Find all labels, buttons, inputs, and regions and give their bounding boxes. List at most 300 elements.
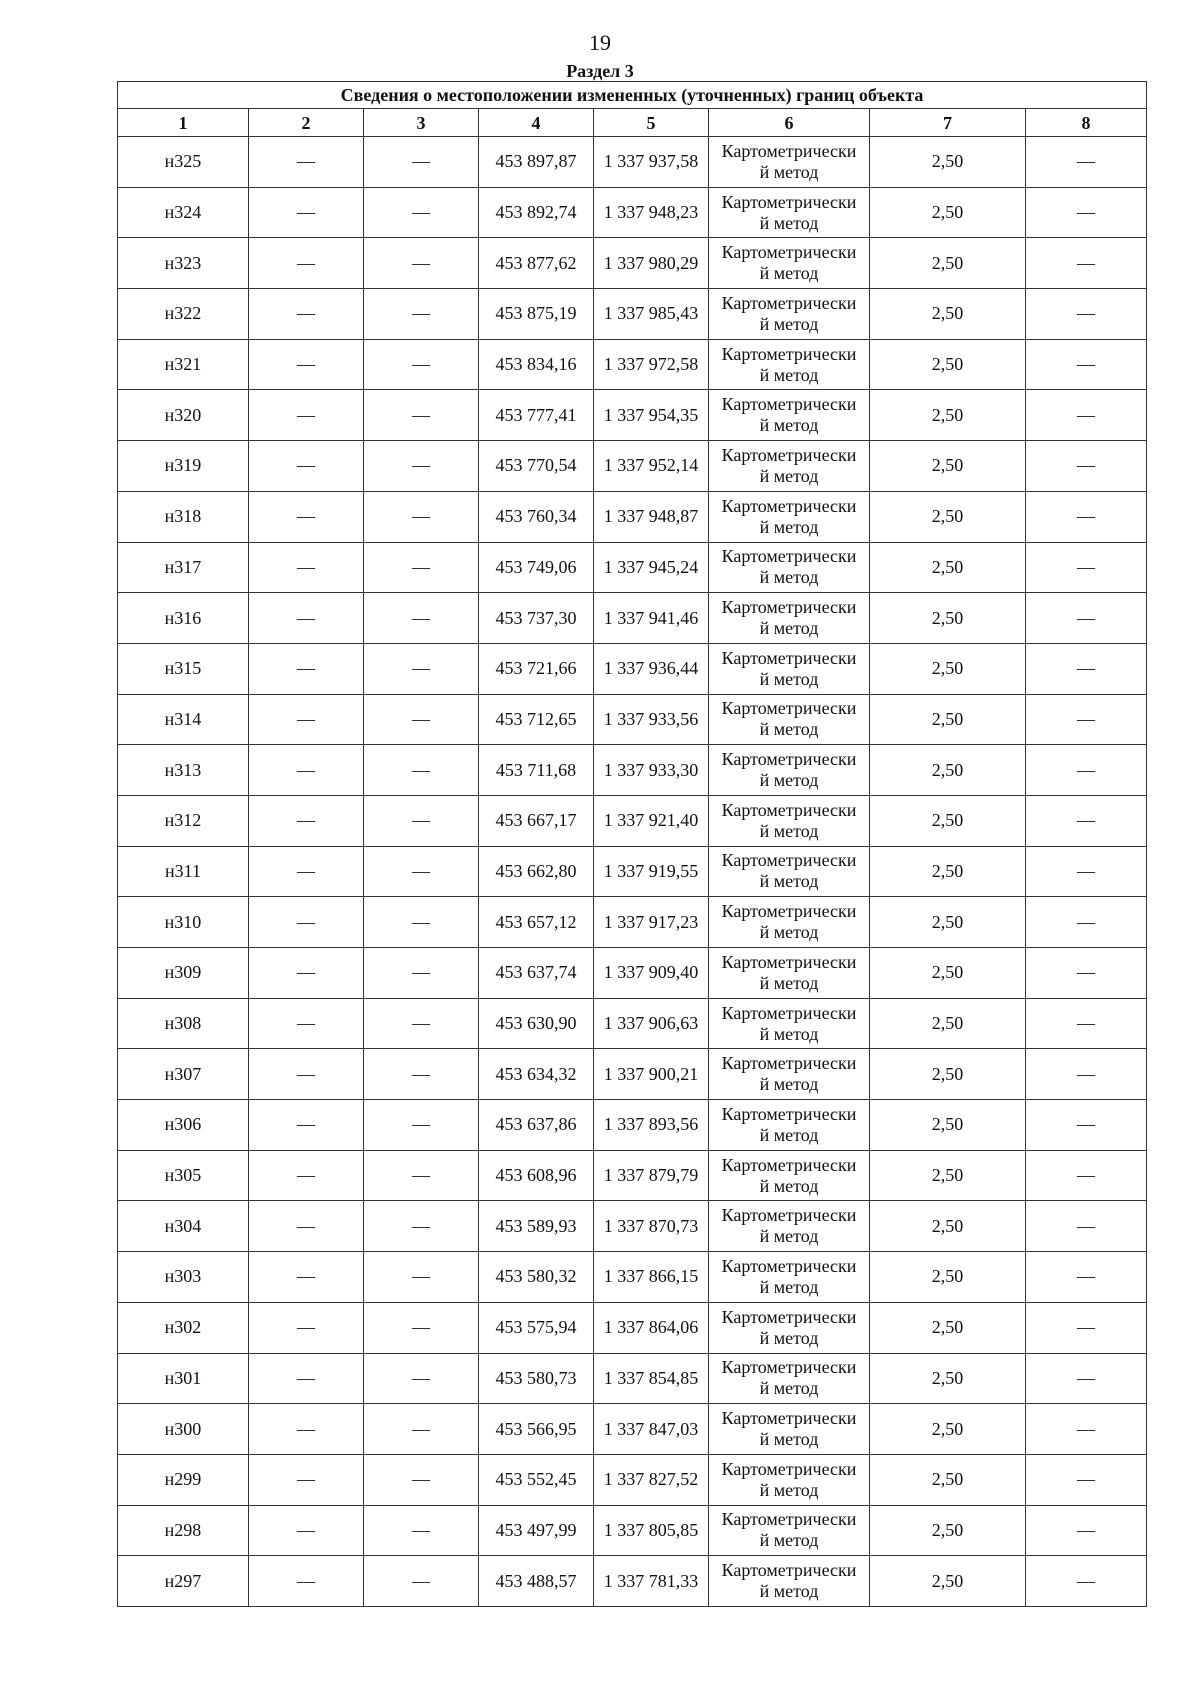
method-line-2: й метод — [759, 871, 819, 892]
empty-value-cell: — — [1026, 1100, 1147, 1151]
column-number: 5 — [594, 109, 709, 137]
method-line-1: Картометрически — [721, 1103, 857, 1124]
coordinates-table — [117, 81, 1147, 1607]
empty-value-cell: — — [1026, 1252, 1147, 1303]
empty-value-cell: — — [249, 1201, 364, 1252]
empty-value-cell: — — [249, 846, 364, 897]
table-row — [118, 694, 1147, 745]
accuracy-cell: 2,50 — [870, 339, 1026, 390]
method-cell — [709, 1201, 870, 1252]
method-cell — [709, 1505, 870, 1556]
y-coordinate-cell: 1 337 945,24 — [594, 542, 709, 593]
empty-value-cell: — — [364, 1505, 479, 1556]
empty-value-cell: — — [249, 998, 364, 1049]
method-line-1: Картометрически — [721, 1509, 857, 1530]
empty-value-cell: — — [249, 948, 364, 999]
empty-value-cell: — — [364, 1201, 479, 1252]
point-name-cell: н315 — [118, 643, 249, 694]
table-row — [118, 846, 1147, 897]
table-row — [118, 1252, 1147, 1303]
empty-value-cell: — — [249, 897, 364, 948]
method-cell — [709, 846, 870, 897]
accuracy-cell: 2,50 — [870, 1505, 1026, 1556]
empty-value-cell: — — [1026, 1302, 1147, 1353]
method-line-1: Картометрически — [721, 749, 857, 770]
accuracy-cell: 2,50 — [870, 1201, 1026, 1252]
point-name-cell: н325 — [118, 137, 249, 188]
x-coordinate-cell: 453 552,45 — [479, 1454, 594, 1505]
x-coordinate-cell: 453 608,96 — [479, 1150, 594, 1201]
x-coordinate-cell: 453 711,68 — [479, 745, 594, 796]
y-coordinate-cell: 1 337 879,79 — [594, 1150, 709, 1201]
method-line-2: й метод — [759, 1378, 819, 1399]
table-row — [118, 897, 1147, 948]
table-row — [118, 1302, 1147, 1353]
x-coordinate-cell: 453 488,57 — [479, 1556, 594, 1607]
table-caption-row — [118, 82, 1147, 109]
method-line-1: Картометрически — [721, 495, 857, 516]
point-name-cell: н305 — [118, 1150, 249, 1201]
method-line-1: Картометрически — [721, 1408, 857, 1429]
table-row — [118, 1049, 1147, 1100]
page-number: 19 — [589, 30, 611, 55]
y-coordinate-cell: 1 337 948,23 — [594, 187, 709, 238]
empty-value-cell: — — [364, 1404, 479, 1455]
empty-value-cell: — — [249, 187, 364, 238]
table-row — [118, 1454, 1147, 1505]
x-coordinate-cell: 453 637,86 — [479, 1100, 594, 1151]
empty-value-cell: — — [249, 289, 364, 340]
method-line-2: й метод — [759, 618, 819, 639]
empty-value-cell: — — [364, 1454, 479, 1505]
method-line-1: Картометрически — [721, 1154, 857, 1175]
point-name-cell: н302 — [118, 1302, 249, 1353]
empty-value-cell: — — [1026, 1150, 1147, 1201]
method-line-2: й метод — [759, 263, 819, 284]
method-line-2: й метод — [759, 1530, 819, 1551]
method-line-2: й метод — [759, 922, 819, 943]
point-name-cell: н298 — [118, 1505, 249, 1556]
method-line-1: Картометрически — [721, 242, 857, 263]
method-cell — [709, 1302, 870, 1353]
method-line-1: Картометрически — [721, 951, 857, 972]
table-row — [118, 1150, 1147, 1201]
point-name-cell: н306 — [118, 1100, 249, 1151]
x-coordinate-cell: 453 634,32 — [479, 1049, 594, 1100]
empty-value-cell: — — [249, 491, 364, 542]
method-cell — [709, 1404, 870, 1455]
point-name-cell: н319 — [118, 441, 249, 492]
point-name-cell: н310 — [118, 897, 249, 948]
x-coordinate-cell: 453 589,93 — [479, 1201, 594, 1252]
method-line-2: й метод — [759, 1023, 819, 1044]
empty-value-cell: — — [364, 745, 479, 796]
accuracy-cell: 2,50 — [870, 441, 1026, 492]
accuracy-cell: 2,50 — [870, 1353, 1026, 1404]
x-coordinate-cell: 453 657,12 — [479, 897, 594, 948]
method-line-1: Картометрически — [721, 1560, 857, 1581]
x-coordinate-cell: 453 875,19 — [479, 289, 594, 340]
table-row — [118, 238, 1147, 289]
empty-value-cell: — — [364, 1252, 479, 1303]
accuracy-cell: 2,50 — [870, 745, 1026, 796]
empty-value-cell: — — [249, 542, 364, 593]
accuracy-cell: 2,50 — [870, 1252, 1026, 1303]
x-coordinate-cell: 453 897,87 — [479, 137, 594, 188]
column-number: 2 — [249, 109, 364, 137]
empty-value-cell: — — [249, 1302, 364, 1353]
y-coordinate-cell: 1 337 866,15 — [594, 1252, 709, 1303]
column-number-row — [118, 109, 1147, 137]
table-caption: Сведения о местоположении измененных (уточненных) границ объекта — [118, 82, 1147, 109]
empty-value-cell: — — [249, 745, 364, 796]
y-coordinate-cell: 1 337 937,58 — [594, 137, 709, 188]
y-coordinate-cell: 1 337 980,29 — [594, 238, 709, 289]
empty-value-cell: — — [364, 339, 479, 390]
method-cell — [709, 593, 870, 644]
method-line-2: й метод — [759, 161, 819, 182]
table-row — [118, 390, 1147, 441]
accuracy-cell: 2,50 — [870, 643, 1026, 694]
empty-value-cell: — — [249, 339, 364, 390]
method-line-1: Картометрически — [721, 1458, 857, 1479]
empty-value-cell: — — [1026, 441, 1147, 492]
method-line-2: й метод — [759, 1175, 819, 1196]
table-row — [118, 745, 1147, 796]
method-line-2: й метод — [759, 1581, 819, 1602]
empty-value-cell: — — [249, 593, 364, 644]
column-number: 3 — [364, 109, 479, 137]
method-line-2: й метод — [759, 972, 819, 993]
x-coordinate-cell: 453 497,99 — [479, 1505, 594, 1556]
empty-value-cell: — — [249, 1404, 364, 1455]
empty-value-cell: — — [1026, 289, 1147, 340]
accuracy-cell: 2,50 — [870, 948, 1026, 999]
accuracy-cell: 2,50 — [870, 390, 1026, 441]
method-line-2: й метод — [759, 364, 819, 385]
x-coordinate-cell: 453 770,54 — [479, 441, 594, 492]
y-coordinate-cell: 1 337 827,52 — [594, 1454, 709, 1505]
method-line-1: Картометрически — [721, 1205, 857, 1226]
y-coordinate-cell: 1 337 805,85 — [594, 1505, 709, 1556]
x-coordinate-cell: 453 749,06 — [479, 542, 594, 593]
empty-value-cell: — — [364, 948, 479, 999]
empty-value-cell: — — [1026, 1505, 1147, 1556]
point-name-cell: н313 — [118, 745, 249, 796]
empty-value-cell: — — [249, 137, 364, 188]
method-cell — [709, 1454, 870, 1505]
x-coordinate-cell: 453 630,90 — [479, 998, 594, 1049]
accuracy-cell: 2,50 — [870, 1556, 1026, 1607]
method-line-1: Картометрически — [721, 191, 857, 212]
method-cell — [709, 1353, 870, 1404]
method-cell — [709, 542, 870, 593]
accuracy-cell: 2,50 — [870, 694, 1026, 745]
method-cell — [709, 795, 870, 846]
empty-value-cell: — — [249, 795, 364, 846]
method-line-2: й метод — [759, 719, 819, 740]
empty-value-cell: — — [1026, 1454, 1147, 1505]
section-title: Раздел 3 — [566, 61, 634, 81]
empty-value-cell: — — [1026, 1353, 1147, 1404]
table-row — [118, 593, 1147, 644]
empty-value-cell: — — [364, 1302, 479, 1353]
column-number: 1 — [118, 109, 249, 137]
x-coordinate-cell: 453 637,74 — [479, 948, 594, 999]
empty-value-cell: — — [364, 390, 479, 441]
empty-value-cell: — — [249, 643, 364, 694]
point-name-cell: н322 — [118, 289, 249, 340]
point-name-cell: н312 — [118, 795, 249, 846]
method-cell — [709, 441, 870, 492]
empty-value-cell: — — [364, 289, 479, 340]
method-line-2: й метод — [759, 1479, 819, 1500]
empty-value-cell: — — [1026, 542, 1147, 593]
column-number: 8 — [1026, 109, 1147, 137]
point-name-cell: н309 — [118, 948, 249, 999]
method-line-2: й метод — [759, 1074, 819, 1095]
y-coordinate-cell: 1 337 952,14 — [594, 441, 709, 492]
x-coordinate-cell: 453 712,65 — [479, 694, 594, 745]
method-line-2: й метод — [759, 465, 819, 486]
method-line-1: Картометрически — [721, 394, 857, 415]
empty-value-cell: — — [1026, 1556, 1147, 1607]
y-coordinate-cell: 1 337 906,63 — [594, 998, 709, 1049]
empty-value-cell: — — [364, 1556, 479, 1607]
method-cell — [709, 137, 870, 188]
x-coordinate-cell: 453 737,30 — [479, 593, 594, 644]
empty-value-cell: — — [364, 998, 479, 1049]
empty-value-cell: — — [364, 1150, 479, 1201]
accuracy-cell: 2,50 — [870, 542, 1026, 593]
accuracy-cell: 2,50 — [870, 998, 1026, 1049]
table-row — [118, 441, 1147, 492]
accuracy-cell: 2,50 — [870, 593, 1026, 644]
empty-value-cell: — — [364, 137, 479, 188]
method-line-2: й метод — [759, 770, 819, 791]
x-coordinate-cell: 453 667,17 — [479, 795, 594, 846]
method-cell — [709, 1556, 870, 1607]
empty-value-cell: — — [1026, 187, 1147, 238]
table-row — [118, 1505, 1147, 1556]
empty-value-cell: — — [1026, 137, 1147, 188]
point-name-cell: н303 — [118, 1252, 249, 1303]
x-coordinate-cell: 453 580,73 — [479, 1353, 594, 1404]
accuracy-cell: 2,50 — [870, 846, 1026, 897]
accuracy-cell: 2,50 — [870, 1404, 1026, 1455]
method-line-1: Картометрически — [721, 799, 857, 820]
method-cell — [709, 491, 870, 542]
method-cell — [709, 339, 870, 390]
method-line-2: й метод — [759, 313, 819, 334]
y-coordinate-cell: 1 337 948,87 — [594, 491, 709, 542]
method-cell — [709, 694, 870, 745]
table-row — [118, 795, 1147, 846]
empty-value-cell: — — [249, 1556, 364, 1607]
empty-value-cell: — — [1026, 897, 1147, 948]
y-coordinate-cell: 1 337 985,43 — [594, 289, 709, 340]
point-name-cell: н316 — [118, 593, 249, 644]
y-coordinate-cell: 1 337 900,21 — [594, 1049, 709, 1100]
method-cell — [709, 1150, 870, 1201]
empty-value-cell: — — [364, 1049, 479, 1100]
empty-value-cell: — — [1026, 948, 1147, 999]
y-coordinate-cell: 1 337 936,44 — [594, 643, 709, 694]
y-coordinate-cell: 1 337 864,06 — [594, 1302, 709, 1353]
method-line-2: й метод — [759, 668, 819, 689]
point-name-cell: н301 — [118, 1353, 249, 1404]
x-coordinate-cell: 453 566,95 — [479, 1404, 594, 1455]
y-coordinate-cell: 1 337 921,40 — [594, 795, 709, 846]
method-cell — [709, 238, 870, 289]
empty-value-cell: — — [249, 694, 364, 745]
method-line-1: Картометрически — [721, 1357, 857, 1378]
method-cell — [709, 289, 870, 340]
method-cell — [709, 1100, 870, 1151]
empty-value-cell: — — [1026, 491, 1147, 542]
table-row — [118, 339, 1147, 390]
x-coordinate-cell: 453 662,80 — [479, 846, 594, 897]
accuracy-cell: 2,50 — [870, 897, 1026, 948]
empty-value-cell: — — [249, 390, 364, 441]
method-line-1: Картометрически — [721, 901, 857, 922]
empty-value-cell: — — [1026, 745, 1147, 796]
point-name-cell: н323 — [118, 238, 249, 289]
empty-value-cell: — — [1026, 1049, 1147, 1100]
method-line-1: Картометрически — [721, 292, 857, 313]
empty-value-cell: — — [1026, 238, 1147, 289]
point-name-cell: н314 — [118, 694, 249, 745]
empty-value-cell: — — [249, 1100, 364, 1151]
accuracy-cell: 2,50 — [870, 1302, 1026, 1353]
y-coordinate-cell: 1 337 933,30 — [594, 745, 709, 796]
method-line-1: Картометрически — [721, 1306, 857, 1327]
method-line-2: й метод — [759, 415, 819, 436]
accuracy-cell: 2,50 — [870, 137, 1026, 188]
empty-value-cell: — — [249, 1454, 364, 1505]
method-line-1: Картометрически — [721, 444, 857, 465]
accuracy-cell: 2,50 — [870, 1100, 1026, 1151]
empty-value-cell: — — [364, 1353, 479, 1404]
empty-value-cell: — — [1026, 390, 1147, 441]
method-cell — [709, 897, 870, 948]
y-coordinate-cell: 1 337 893,56 — [594, 1100, 709, 1151]
table-row — [118, 1404, 1147, 1455]
table-row — [118, 137, 1147, 188]
empty-value-cell: — — [249, 1049, 364, 1100]
table-row — [118, 1100, 1147, 1151]
table-row — [118, 998, 1147, 1049]
method-line-2: й метод — [759, 1124, 819, 1145]
table-row — [118, 542, 1147, 593]
empty-value-cell: — — [364, 593, 479, 644]
method-line-2: й метод — [759, 567, 819, 588]
x-coordinate-cell: 453 877,62 — [479, 238, 594, 289]
empty-value-cell: — — [364, 238, 479, 289]
empty-value-cell: — — [249, 1150, 364, 1201]
y-coordinate-cell: 1 337 933,56 — [594, 694, 709, 745]
method-cell — [709, 390, 870, 441]
accuracy-cell: 2,50 — [870, 491, 1026, 542]
method-line-1: Картометрически — [721, 1053, 857, 1074]
method-line-1: Картометрически — [721, 850, 857, 871]
empty-value-cell: — — [364, 491, 479, 542]
method-line-2: й метод — [759, 1276, 819, 1297]
accuracy-cell: 2,50 — [870, 187, 1026, 238]
table-body — [118, 137, 1147, 1607]
x-coordinate-cell: 453 892,74 — [479, 187, 594, 238]
y-coordinate-cell: 1 337 781,33 — [594, 1556, 709, 1607]
empty-value-cell: — — [1026, 694, 1147, 745]
x-coordinate-cell: 453 834,16 — [479, 339, 594, 390]
accuracy-cell: 2,50 — [870, 795, 1026, 846]
method-cell — [709, 745, 870, 796]
table-row — [118, 491, 1147, 542]
method-cell — [709, 643, 870, 694]
y-coordinate-cell: 1 337 854,85 — [594, 1353, 709, 1404]
method-line-1: Картометрически — [721, 546, 857, 567]
column-number: 6 — [709, 109, 870, 137]
y-coordinate-cell: 1 337 972,58 — [594, 339, 709, 390]
empty-value-cell: — — [364, 187, 479, 238]
table-row — [118, 1556, 1147, 1607]
accuracy-cell: 2,50 — [870, 1049, 1026, 1100]
method-line-1: Картометрически — [721, 140, 857, 161]
empty-value-cell: — — [249, 441, 364, 492]
point-name-cell: н297 — [118, 1556, 249, 1607]
method-line-1: Картометрически — [721, 698, 857, 719]
method-line-1: Картометрически — [721, 1002, 857, 1023]
table-row — [118, 1201, 1147, 1252]
empty-value-cell: — — [1026, 1201, 1147, 1252]
point-name-cell: н317 — [118, 542, 249, 593]
method-line-1: Картометрически — [721, 647, 857, 668]
y-coordinate-cell: 1 337 909,40 — [594, 948, 709, 999]
column-number: 4 — [479, 109, 594, 137]
empty-value-cell: — — [364, 643, 479, 694]
empty-value-cell: — — [364, 1100, 479, 1151]
empty-value-cell: — — [364, 897, 479, 948]
empty-value-cell: — — [249, 238, 364, 289]
point-name-cell: н320 — [118, 390, 249, 441]
empty-value-cell: — — [1026, 339, 1147, 390]
method-line-2: й метод — [759, 1226, 819, 1247]
accuracy-cell: 2,50 — [870, 289, 1026, 340]
method-line-1: Картометрически — [721, 1255, 857, 1276]
point-name-cell: н318 — [118, 491, 249, 542]
y-coordinate-cell: 1 337 919,55 — [594, 846, 709, 897]
table-row — [118, 948, 1147, 999]
x-coordinate-cell: 453 575,94 — [479, 1302, 594, 1353]
empty-value-cell: — — [249, 1252, 364, 1303]
y-coordinate-cell: 1 337 847,03 — [594, 1404, 709, 1455]
point-name-cell: н304 — [118, 1201, 249, 1252]
method-line-2: й метод — [759, 1327, 819, 1348]
method-cell — [709, 948, 870, 999]
method-line-1: Картометрически — [721, 343, 857, 364]
x-coordinate-cell: 453 721,66 — [479, 643, 594, 694]
method-cell — [709, 998, 870, 1049]
empty-value-cell: — — [1026, 1404, 1147, 1455]
empty-value-cell: — — [364, 846, 479, 897]
column-number: 7 — [870, 109, 1026, 137]
point-name-cell: н324 — [118, 187, 249, 238]
point-name-cell: н299 — [118, 1454, 249, 1505]
empty-value-cell: — — [364, 795, 479, 846]
y-coordinate-cell: 1 337 917,23 — [594, 897, 709, 948]
empty-value-cell: — — [364, 441, 479, 492]
empty-value-cell: — — [1026, 593, 1147, 644]
